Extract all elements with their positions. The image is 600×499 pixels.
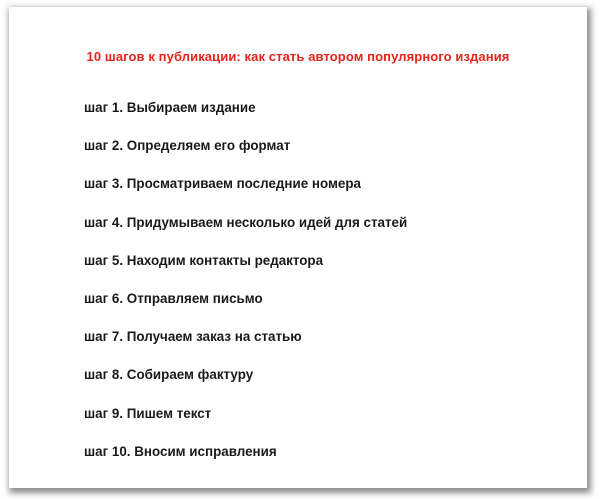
step-item: шаг 5. Находим контакты редактора [84,252,324,268]
document-title: 10 шагов к публикации: как стать автором популярного издания [86,49,510,64]
step-item: шаг 2. Определяем его формат [84,138,291,154]
step-item: шаг 9. Пишем текст [84,405,212,421]
step-item: шаг 10. Вносим исправления [84,443,277,459]
step-item: шаг 7. Получаем заказ на статью [84,329,302,345]
step-item: шаг 1. Выбираем издание [84,100,256,115]
step-item: шаг 3. Просматриваем последние номера [84,176,361,192]
step-item: шаг 4. Придумываем несколько идей для статей [84,214,408,230]
step-item: шаг 8. Собираем фактуру [84,367,254,383]
steps-list [84,100,407,482]
step-item: шаг 6. Отправляем письмо [84,290,263,306]
document-page [9,7,587,488]
